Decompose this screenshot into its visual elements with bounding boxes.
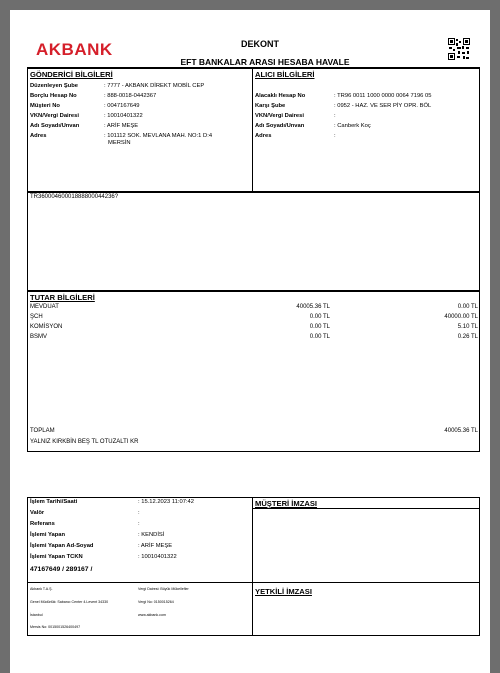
bank-logo: AKBANK	[36, 40, 113, 59]
total-label: TOPLAM	[30, 428, 55, 434]
transfer-description: TR36000460001888800044236?	[30, 194, 119, 200]
amount-row-col2: 0.00 TL	[457, 304, 478, 310]
transaction-value: :	[138, 521, 140, 527]
amount-row-col1: 0.00 TL	[309, 314, 330, 320]
amount-row-label: KOMİSYON	[30, 324, 63, 330]
transaction-value: : 15.12.2023 11:07:42	[138, 499, 194, 505]
transaction-value: : KENDİSİ	[138, 532, 165, 538]
qr-code-icon	[448, 38, 470, 60]
transaction-label: İşlemi Yapan	[30, 532, 66, 538]
sender-value: : 0047167649	[104, 103, 140, 109]
transaction-label: İşlemi Yapan TCKN	[30, 554, 83, 560]
transaction-value: : ARİF MEŞE	[138, 543, 173, 549]
sender-value: : 10010401322	[104, 113, 143, 119]
amount-row-col1: 0.00 TL	[309, 334, 330, 340]
receiver-label: Alacaklı Hesap No	[255, 93, 306, 99]
footer-text: Vergi Dairesi: Büyük Mükellefler	[138, 587, 189, 591]
receiver-label: Adres	[255, 133, 272, 139]
receiver-section-title: ALICI BİLGİLERİ	[255, 70, 315, 79]
party-info-box	[27, 67, 480, 192]
transaction-label: Referans	[30, 521, 55, 527]
amount-row-label: BSMV	[30, 334, 48, 340]
total-value: 40005.36 TL	[444, 428, 478, 434]
footer-text: Vergi No: 0150015264	[138, 600, 174, 604]
receiver-value: :	[334, 113, 336, 119]
amount-row-col2: 40000.00 TL	[444, 314, 478, 320]
footer-text: Mersis No: 0015001526400497	[30, 625, 81, 629]
amount-row-col2: 5.10 TL	[457, 324, 478, 330]
receiver-value: : Canberk Koç	[334, 123, 371, 129]
receipt-page	[10, 10, 490, 673]
receiver-value: :	[334, 133, 336, 139]
sender-address-line2: MERSİN	[108, 140, 131, 146]
transaction-label: Valör	[30, 510, 45, 516]
receiver-label: Adı Soyadı/Unvan	[255, 123, 305, 129]
sender-value: : 888-0018-0442367	[104, 93, 157, 99]
sender-label: Adı Soyadı/Unvan	[30, 123, 80, 129]
transaction-value: : 10010401322	[138, 554, 177, 560]
amount-row-label: ŞCH	[30, 314, 43, 320]
document-subtitle: EFT BANKALAR ARASI HESABA HAVALE	[180, 57, 350, 67]
footer-text: Akbank T.A.Ş.	[30, 587, 53, 591]
footer-text: Genel Müdürlük: Sabancı Center 4.Levent 34330	[30, 600, 109, 604]
amount-row-col2: 0.26 TL	[457, 334, 478, 340]
amount-row-col1: 0.00 TL	[309, 324, 330, 330]
transaction-reference-line: 47167649 / 289167 /	[30, 566, 93, 573]
receiver-label: VKN/Vergi Dairesi	[255, 113, 304, 119]
transaction-value: :	[138, 510, 140, 516]
amounts-section-title: TUTAR BİLGİLERİ	[30, 293, 95, 302]
document-title: DEKONT	[241, 39, 279, 49]
sender-label: Müşteri No	[30, 103, 60, 109]
amount-row-col1: 40005.36 TL	[296, 304, 330, 310]
sender-label: VKN/Vergi Dairesi	[30, 113, 79, 119]
sender-section-title: GÖNDERİCİ BİLGİLERİ	[30, 70, 113, 79]
customer-signature-label: MÜŞTERİ İMZASI	[255, 499, 318, 508]
sender-value: : 101112 SOK. MEVLANA MAH. NO:1 D:4	[104, 133, 213, 139]
transaction-box	[27, 497, 480, 636]
footer-text: www.akbank.com	[138, 613, 166, 617]
sender-label: Düzenleyen Şube	[30, 83, 78, 89]
authorized-signature-label: YETKİLİ İMZASI	[255, 587, 312, 596]
transaction-label: İşlem Tarihi/Saati	[30, 499, 78, 505]
transaction-label: İşlemi Yapan Ad-Soyad	[30, 543, 94, 549]
sender-label: Adres	[30, 133, 47, 139]
description-box	[27, 192, 480, 291]
sender-value: : 7777 - AKBANK DİREKT MOBİL CEP	[104, 83, 205, 89]
receiver-value: : 0952 - HAZ. VE SER PİY OPR. BÖL	[334, 103, 432, 109]
footer-text: İstanbul	[30, 613, 43, 617]
sender-value: : ARİF MEŞE	[104, 123, 139, 129]
amount-in-words: YALNIZ KIRKBİN BEŞ TL OTUZALTI KR	[30, 439, 139, 445]
sender-label: Borçlu Hesap No	[30, 93, 77, 99]
receiver-value: : TR96 0011 1000 0000 0064 7196 05	[334, 93, 432, 99]
receiver-label: Karşı Şube	[255, 103, 286, 109]
amount-row-label: MEVDUAT	[30, 304, 59, 310]
